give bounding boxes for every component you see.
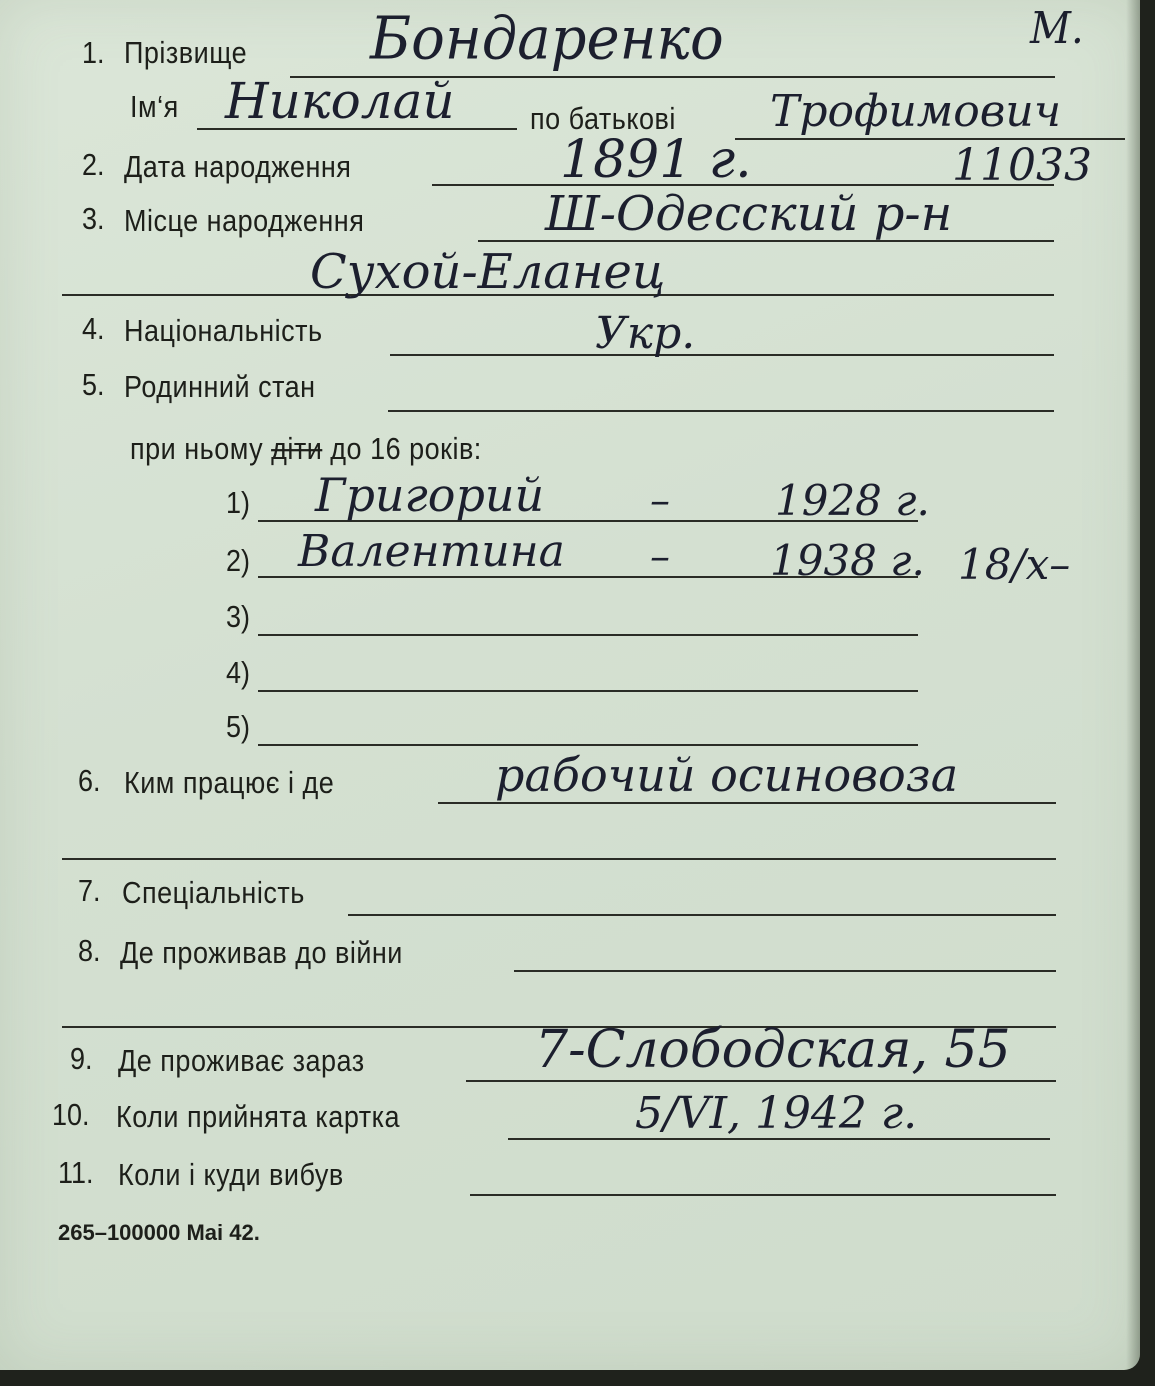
- field-8-number: 8.: [78, 934, 101, 968]
- child-2-number: 2): [226, 544, 251, 578]
- children-label-struck: діти: [271, 432, 323, 466]
- patronymic-value: Трофимович: [770, 86, 1062, 137]
- departure-label: Коли і куди вибув: [118, 1158, 344, 1192]
- field-7-number: 7.: [78, 874, 101, 908]
- children-label-pre: при ньому: [130, 432, 272, 466]
- field-3-number: 3.: [82, 202, 105, 236]
- departure-line: [470, 1194, 1056, 1196]
- work-label: Ким працює і де: [124, 766, 335, 800]
- marital-line: [388, 410, 1054, 412]
- specialty-line: [348, 914, 1056, 916]
- child-5-line: [258, 744, 918, 746]
- birthplace-value: Ш-Одесский р-н: [545, 186, 953, 242]
- birthplace-label: Місце народження: [124, 204, 365, 238]
- child-2-year: 1938 г.: [770, 536, 925, 585]
- nationality-value: Укр.: [595, 308, 696, 359]
- specialty-label: Спеціальність: [122, 876, 305, 910]
- child-1-year: 1928 г.: [775, 476, 930, 525]
- children-label-post: до 16 років:: [322, 432, 482, 466]
- birth-date-extra: 11033: [952, 140, 1092, 191]
- field-11-number: 11.: [58, 1156, 94, 1190]
- name-value: Николай: [225, 72, 455, 130]
- child-1-name: Григорий: [315, 468, 545, 522]
- work-line-2: [62, 858, 1056, 860]
- field-1-number: 1.: [82, 36, 105, 70]
- current-address-label: Де проживає зараз: [118, 1044, 365, 1078]
- children-label: [130, 432, 482, 467]
- birth-date-value: 1891 г.: [560, 130, 752, 190]
- field-9-number: 9.: [70, 1042, 93, 1076]
- prewar-label: Де проживав до війни: [120, 936, 403, 970]
- child-2-extra: 18/х–: [958, 540, 1071, 589]
- child-2-dash: –: [650, 534, 670, 580]
- current-address-value: 7-Слободская, 55: [535, 1020, 1011, 1080]
- name-label: Ім‘я: [130, 90, 179, 124]
- nationality-label: Національність: [124, 314, 323, 348]
- surname-label: Прізвище: [124, 36, 248, 70]
- corner-mark: М.: [1030, 3, 1084, 54]
- child-2-name: Валентина: [298, 526, 565, 577]
- birthplace-value-2: Сухой-Еланец: [310, 244, 666, 300]
- field-10-number: 10.: [52, 1098, 90, 1132]
- card-accepted-value: 5/VI, 1942 г.: [635, 1088, 918, 1139]
- child-4-line: [258, 690, 918, 692]
- child-3-line: [258, 634, 918, 636]
- surname-value: Бондаренко: [370, 4, 724, 73]
- work-value: рабочий осиновоза: [495, 748, 959, 802]
- nationality-line: [390, 354, 1054, 356]
- field-5-number: 5.: [82, 368, 105, 402]
- prewar-line: [514, 970, 1056, 972]
- field-6-number: 6.: [78, 764, 101, 798]
- field-2-number: 2.: [82, 148, 105, 182]
- patronymic-label: по батькові: [530, 102, 676, 136]
- child-4-number: 4): [226, 656, 251, 690]
- print-code: 265–100000 Mai 42.: [58, 1220, 260, 1245]
- work-line: [438, 802, 1056, 804]
- child-1-dash: –: [650, 478, 670, 524]
- birth-date-label: Дата народження: [124, 150, 352, 184]
- field-4-number: 4.: [82, 312, 105, 346]
- child-5-number: 5): [226, 710, 251, 744]
- current-address-line: [466, 1080, 1056, 1082]
- child-3-number: 3): [226, 600, 251, 634]
- card-accepted-label: Коли прийнята картка: [116, 1100, 401, 1134]
- child-1-number: 1): [226, 486, 251, 520]
- marital-label: Родинний стан: [124, 370, 316, 404]
